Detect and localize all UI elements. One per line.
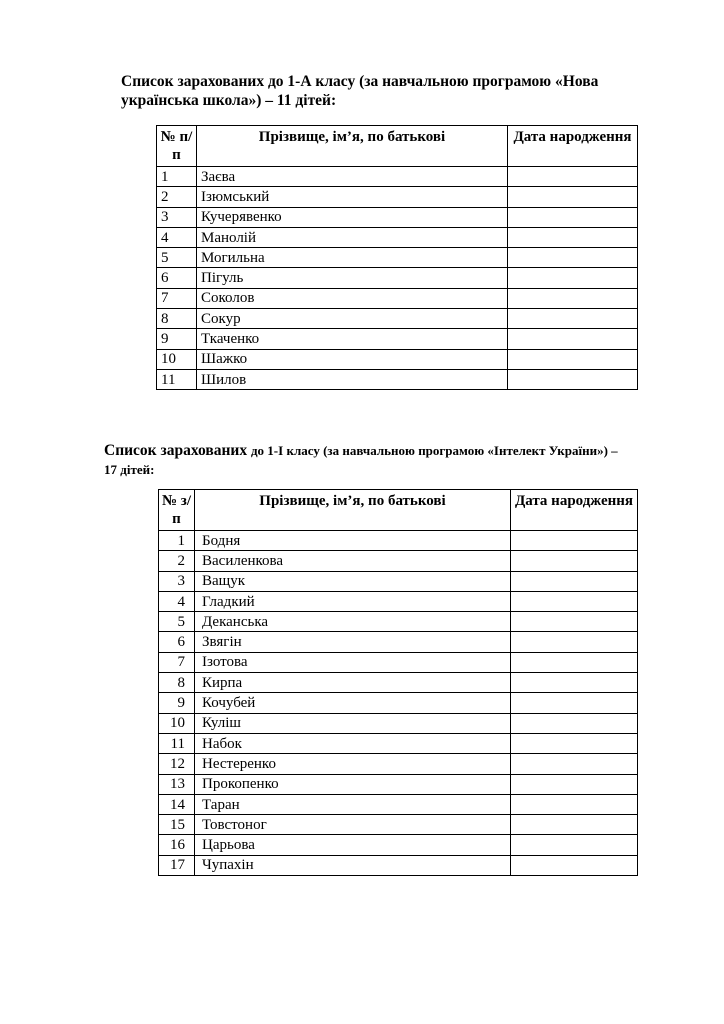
row-number-cell: 6 [157,268,197,288]
section2-heading [104,441,694,479]
table-row [159,571,638,591]
student-name-cell: Бодня [195,531,511,551]
table-header-row [157,126,638,167]
section2-heading-end: 17 дітей: [104,462,155,477]
birthdate-cell [508,167,638,187]
student-name-cell: Звягін [195,632,511,652]
table-row [157,207,638,227]
birthdate-cell [511,673,638,693]
student-name-cell: Ізотова [195,652,511,672]
student-name-cell: Пігуль [197,268,508,288]
birthdate-cell [511,815,638,835]
table-row [159,835,638,855]
student-name-cell: Чупахін [195,855,511,875]
row-number-cell: 2 [159,551,195,571]
birthdate-cell [511,652,638,672]
row-number-cell: 1 [157,167,197,187]
table-row [159,531,638,551]
birthdate-cell [511,713,638,733]
table-row [157,309,638,329]
birthdate-cell [511,855,638,875]
birthdate-cell [511,693,638,713]
birthdate-cell [511,612,638,632]
section1-table-body [157,167,638,390]
table-row [159,733,638,753]
row-number-cell: 4 [159,591,195,611]
table-row [159,551,638,571]
table-row [159,855,638,875]
table-row [159,632,638,652]
student-name-cell: Заєва [197,167,508,187]
row-number-cell: 3 [159,571,195,591]
row-number-cell: 5 [159,612,195,632]
table-row [159,774,638,794]
table-row [157,187,638,207]
column-header-birthdate: Дата народження [511,490,638,531]
row-number-cell: 17 [159,855,195,875]
table-row [159,693,638,713]
section1-heading-line2: українська школа») – 11 дітей: [121,92,337,109]
section2-table [158,489,638,876]
student-name-cell: Набок [195,733,511,753]
table-row [157,369,638,389]
column-header-name: Прізвище, ім’я, по батькові [197,126,508,167]
column-header-birthdate: Дата народження [508,126,638,167]
table-row [159,754,638,774]
birthdate-cell [508,369,638,389]
table-header-row [159,490,638,531]
student-name-cell: Могильна [197,248,508,268]
birthdate-cell [508,329,638,349]
row-number-cell: 15 [159,815,195,835]
student-name-cell: Царьова [195,835,511,855]
row-number-cell: 5 [157,248,197,268]
table-row [159,591,638,611]
student-name-cell: Сокур [197,309,508,329]
student-name-cell: Шилов [197,369,508,389]
birthdate-cell [511,632,638,652]
table-row [157,288,638,308]
row-number-cell: 7 [157,288,197,308]
row-number-cell: 10 [157,349,197,369]
table-row [159,713,638,733]
table-row [157,167,638,187]
student-name-cell: Ізюмський [197,187,508,207]
birthdate-cell [511,571,638,591]
student-name-cell: Товстоног [195,815,511,835]
row-number-cell: 4 [157,227,197,247]
row-number-cell: 1 [159,531,195,551]
row-number-cell: 2 [157,187,197,207]
row-number-cell: 12 [159,754,195,774]
birthdate-cell [508,248,638,268]
birthdate-cell [511,591,638,611]
row-number-cell: 3 [157,207,197,227]
section1-heading-line1: Список зарахованих до 1-А класу (за навчальною програмою «Нова [121,73,599,90]
birthdate-cell [511,551,638,571]
student-name-cell: Манолій [197,227,508,247]
row-number-cell: 11 [159,733,195,753]
table-row [159,815,638,835]
student-name-cell: Таран [195,794,511,814]
section2-heading-lead: Список зарахованих [104,442,251,459]
table-row [157,268,638,288]
birthdate-cell [511,835,638,855]
row-number-cell: 10 [159,713,195,733]
birthdate-cell [511,794,638,814]
table-row [157,227,638,247]
row-number-cell: 9 [159,693,195,713]
birthdate-cell [511,754,638,774]
student-name-cell: Кучерявенко [197,207,508,227]
student-name-cell: Куліш [195,713,511,733]
student-name-cell: Прокопенко [195,774,511,794]
column-header-number: № п/п [157,126,197,167]
student-name-cell: Деканська [195,612,511,632]
student-name-cell: Шажко [197,349,508,369]
row-number-cell: 11 [157,369,197,389]
birthdate-cell [511,733,638,753]
student-name-cell: Кочубей [195,693,511,713]
student-name-cell: Василенкова [195,551,511,571]
row-number-cell: 8 [157,309,197,329]
table-row [159,794,638,814]
table-row [159,612,638,632]
section2-table-body [159,531,638,876]
student-name-cell: Нестеренко [195,754,511,774]
table-row [157,349,638,369]
student-name-cell: Кирпа [195,673,511,693]
row-number-cell: 13 [159,774,195,794]
section2-heading-mid: до 1-І класу (за навчальною програмою «Інтелект України») – [250,443,618,458]
student-name-cell: Ващук [195,571,511,591]
row-number-cell: 16 [159,835,195,855]
row-number-cell: 6 [159,632,195,652]
student-name-cell: Гладкий [195,591,511,611]
birthdate-cell [508,349,638,369]
row-number-cell: 14 [159,794,195,814]
table-row [159,673,638,693]
column-header-name: Прізвище, ім’я, по батькові [195,490,511,531]
row-number-cell: 8 [159,673,195,693]
birthdate-cell [508,288,638,308]
birthdate-cell [508,207,638,227]
student-name-cell: Соколов [197,288,508,308]
section1-table [156,125,638,390]
birthdate-cell [511,531,638,551]
birthdate-cell [508,227,638,247]
birthdate-cell [508,309,638,329]
table-row [159,652,638,672]
birthdate-cell [508,268,638,288]
table-row [157,329,638,349]
column-header-number: № з/п [159,490,195,531]
student-name-cell: Ткаченко [197,329,508,349]
row-number-cell: 7 [159,652,195,672]
birthdate-cell [511,774,638,794]
table-row [157,248,638,268]
row-number-cell: 9 [157,329,197,349]
section1-heading [121,72,681,110]
birthdate-cell [508,187,638,207]
